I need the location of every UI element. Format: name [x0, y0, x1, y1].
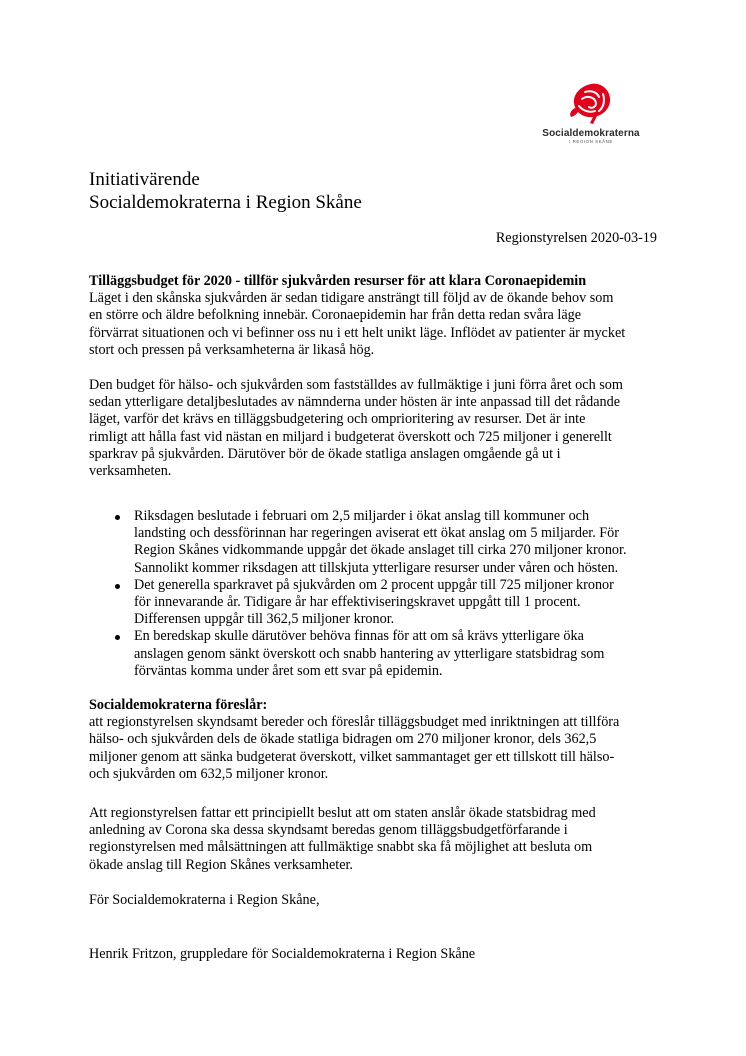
text-line: Riksdagen beslutade i februari om 2,5 miljarder i ökat anslag till kommuner och: [134, 508, 590, 524]
text-line: sedan ytterligare detaljbeslutades av nämnderna under hösten är inte anpassad till det rådande: [89, 394, 621, 411]
text-line: Differensen uppgår till 362,5 miljoner kronor.: [134, 611, 395, 628]
text-line: regionstyrelsen med målsättningen att fullmäktige snabbt ska få möjlighet att besluta om: [89, 839, 593, 856]
text-line: miljoner genom att sänka budgeterat överskott, vilket sammantaget ger ett tillskott till hälso-: [89, 748, 615, 765]
text-line: ökade anslag till Region Skånes verksamheter.: [89, 856, 353, 873]
text-line: stort och pressen på verksamheterna är likaså hög.: [89, 341, 375, 358]
text-line: sparkrav på sjukvården. Därutöver bör de ökade statliga anslagen omgående gå ut i: [89, 445, 561, 462]
bullet-list: [89, 508, 659, 680]
section-proposal: [89, 697, 659, 783]
document-heading: [89, 168, 362, 214]
text-line: Läget i den skånska sjukvården är sedan tidigare ansträngt till följd av de ökande behov som: [89, 290, 614, 307]
text-line: och sjukvården om 632,5 miljoner kronor.: [89, 765, 329, 782]
text-line: landsting och dessförinnan har regeringen aviserat ett ökat anslag om 5 miljarder. För: [134, 525, 619, 542]
section-budget: [89, 377, 659, 480]
party-logo: [536, 80, 646, 150]
bullet-icon: [115, 635, 120, 640]
text-line: läget, varför det krävs en tilläggsbudgetering och omprioritering av resurser. Det är inte: [89, 411, 586, 428]
closing-line: För Socialdemokraterna i Region Skåne,: [89, 892, 320, 908]
text-line: En beredskap skulle därutöver behöva finnas för att om så krävs ytterligare öka: [134, 628, 584, 645]
bullet-icon: [115, 584, 120, 589]
section-principle: [89, 805, 659, 874]
section-title: Socialdemokraterna föreslår:: [89, 697, 268, 713]
heading-line-2: Socialdemokraterna i Region Skåne: [89, 192, 362, 213]
rose-icon: [565, 80, 617, 126]
section-title: Tilläggsbudget för 2020 - tillför sjukvården resurser för att klara Coronaepidemin: [89, 273, 587, 289]
logo-subtitle: I REGION SKÅNE: [569, 139, 613, 144]
text-line: Region Skånes vidkommande uppgår det ökade anslaget till cirka 270 miljoner kronor.: [134, 542, 627, 559]
text-line: att regionstyrelsen skyndsamt bereder och föreslår tilläggsbudget med inriktningen att tillföra: [89, 714, 620, 731]
text-line: anledning av Corona ska dessa skyndsamt beredas genom tilläggsbudgetförfarande i: [89, 822, 568, 839]
list-item: [89, 628, 659, 680]
text-line: Att regionstyrelsen fattar ett principiellt beslut att om staten anslår ökade statsbidrag med: [89, 805, 596, 821]
text-line: Sannolikt kommer riksdagen att tillskjuta ytterligare resurser under våren och hösten.: [134, 559, 619, 576]
text-line: rimligt att hålla fast vid nästan en miljard i budgeterat överskott och 725 miljoner i generellt: [89, 428, 612, 445]
list-item: [89, 577, 659, 629]
logo-name: Socialdemokraterna: [542, 128, 640, 139]
bullet-icon: [115, 515, 120, 520]
text-line: förväntas komma under året som ett svar på epidemin.: [134, 662, 443, 679]
text-line: anslagen genom sänkt överskott och snabb hantering av ytterligare statsbidrag som: [134, 645, 605, 662]
text-line: verksamheten.: [89, 463, 172, 480]
section-intro: [89, 273, 659, 359]
text-line: förvärrat situationen och vi befinner oss nu i ett helt unikt läge. Inflödet av patienter är mycket: [89, 324, 626, 341]
heading-line-1: Initiativärende: [89, 169, 200, 190]
text-line: hälso- och sjukvården dels de ökade statliga bidragen om 270 miljoner kronor, dels 362,5: [89, 731, 597, 748]
text-line: för innevarande år. Tidigare år har effektiviseringskravet uppgått till 1 procent.: [134, 594, 581, 611]
text-line: Den budget för hälso- och sjukvården som fastställdes av fullmäktige i juni förra året och som: [89, 377, 623, 393]
text-line: en större och äldre befolkning innebär. Coronaepidemin har från detta redan svåra läge: [89, 307, 582, 324]
signature-line: Henrik Fritzon, gruppledare för Socialdemokraterna i Region Skåne: [89, 946, 476, 962]
meeting-date: Regionstyrelsen 2020-03-19: [495, 230, 657, 246]
text-line: Det generella sparkravet på sjukvården om 2 procent uppgår till 725 miljoner kronor: [134, 576, 614, 593]
list-item: [89, 508, 659, 577]
